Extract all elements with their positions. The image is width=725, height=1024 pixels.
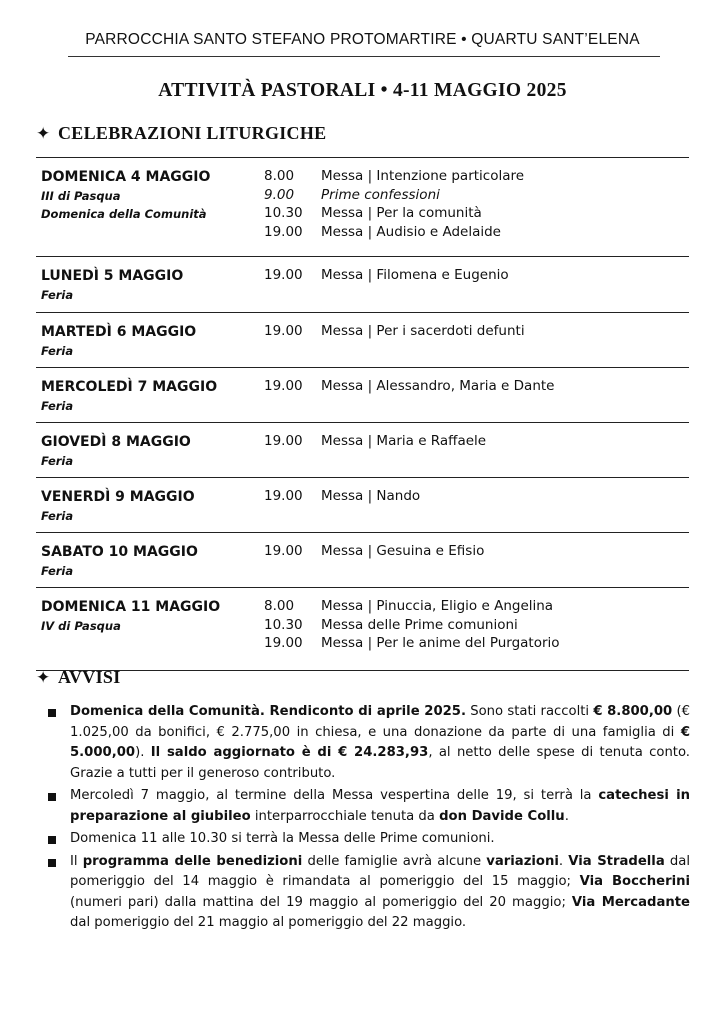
schedule-row xyxy=(36,367,689,422)
notice-text: (numeri pari) dalla mattina del 19 maggio al pomeriggio del 20 maggio; xyxy=(70,894,572,910)
event-time: 10.30 xyxy=(264,616,303,633)
day-events xyxy=(264,597,560,653)
event-time: 10.30 xyxy=(264,205,303,222)
notice-item xyxy=(48,786,690,827)
day-name: GIOVEDÌ 8 MAGGIO xyxy=(41,434,191,450)
event-time: 19.00 xyxy=(264,543,303,559)
notice-emphasis: € 5.000,00 xyxy=(70,724,690,760)
event-time: 19.00 xyxy=(264,635,303,652)
event-description: Messa | Intenzione particolare xyxy=(321,168,525,184)
event-item xyxy=(264,597,560,616)
event-time: 9.00 xyxy=(264,186,295,203)
day-name: SABATO 10 MAGGIO xyxy=(41,544,198,560)
event-description: Messa delle Prime comunioni xyxy=(321,616,518,633)
event-time: 19.00 xyxy=(264,433,303,449)
day-liturgical-note: Feria xyxy=(41,399,74,413)
notice-emphasis: Via Boccherini xyxy=(579,874,690,889)
notice-text: . xyxy=(558,853,569,869)
event-time: 19.00 xyxy=(264,488,303,504)
parish-name: PARROCCHIA SANTO STEFANO PROTOMARTIRE • QUARTU SANT’ELENA xyxy=(85,31,640,48)
notice-text: dal pomeriggio del 21 maggio al pomeriggio del 22 maggio. xyxy=(70,915,467,930)
day-name: MERCOLEDÌ 7 MAGGIO xyxy=(41,379,218,395)
star-icon: ✦ xyxy=(36,668,51,688)
notice-emphasis: don Davide Collu xyxy=(439,808,565,824)
notice-emphasis: € 8.800,00 xyxy=(593,704,673,719)
day-info xyxy=(41,543,261,580)
event-description: Messa | Per i sacerdoti defunti xyxy=(321,323,525,339)
section-title-liturgy-text: CELEBRAZIONI LITURGICHE xyxy=(58,123,327,143)
square-bullet-icon xyxy=(48,859,56,867)
notice-emphasis: variazioni xyxy=(486,853,559,869)
day-info xyxy=(41,488,261,525)
event-description: Messa | Per la comunità xyxy=(321,205,482,222)
day-name: DOMENICA 4 MAGGIO xyxy=(41,169,211,185)
notice-emphasis: programma delle benedizioni xyxy=(82,853,303,869)
day-info xyxy=(41,168,261,223)
event-time: 8.00 xyxy=(264,168,295,184)
day-liturgical-note: Feria xyxy=(41,564,74,578)
section-title-notices xyxy=(36,667,121,688)
day-info xyxy=(41,323,261,360)
notice-text: delle famiglie avrà alcune xyxy=(302,853,487,869)
notice-text: Domenica 11 alle 10.30 si terrà la Messa delle Prime comunioni. xyxy=(70,831,495,846)
section-title-notices-text: AVVISI xyxy=(58,667,121,687)
event-item xyxy=(264,542,484,561)
event-item xyxy=(264,266,509,285)
schedule-row xyxy=(36,157,689,256)
schedule-row xyxy=(36,312,689,367)
event-item xyxy=(264,487,420,506)
day-name: MARTEDÌ 6 MAGGIO xyxy=(41,324,197,340)
event-item xyxy=(264,634,560,653)
notice-text: . xyxy=(564,808,569,824)
schedule-row xyxy=(36,587,689,671)
notice-item xyxy=(48,852,690,934)
day-liturgical-note: IV di Pasqua xyxy=(41,619,121,633)
event-description: Messa | Pinuccia, Eligio e Angelina xyxy=(321,598,554,614)
event-item xyxy=(264,377,554,396)
notice-emphasis: Via Mercadante xyxy=(571,894,691,910)
notice-emphasis: Il saldo aggiornato è di € 24.283,93 xyxy=(150,745,429,760)
day-name: DOMENICA 11 MAGGIO xyxy=(41,599,221,615)
notice-item xyxy=(48,702,690,784)
event-description: Messa | Audisio e Adelaide xyxy=(321,223,501,240)
section-title-liturgy xyxy=(36,123,326,144)
day-info xyxy=(41,598,261,635)
notice-emphasis: Via Stradella xyxy=(568,853,665,869)
liturgy-schedule xyxy=(36,157,689,671)
event-description: Messa | Gesuina e Efisio xyxy=(321,543,485,559)
event-time: 19.00 xyxy=(264,323,303,339)
event-item xyxy=(264,167,524,186)
event-description: Messa | Maria e Raffaele xyxy=(321,433,487,449)
day-events xyxy=(264,322,525,341)
day-events xyxy=(264,487,420,506)
event-item xyxy=(264,186,524,205)
page-title: ATTIVITÀ PASTORALI • 4-11 MAGGIO 2025 xyxy=(158,80,567,101)
notice-text: Mercoledì 7 maggio, al termine della Messa vespertina delle 19, si terrà la xyxy=(70,788,599,803)
day-events xyxy=(264,266,509,285)
day-name: LUNEDÌ 5 MAGGIO xyxy=(41,268,184,284)
notice-text: (€ 1.025,00 da bonifici, € 2.775,00 in chiesa, e una donazione da parte di una famiglia di xyxy=(70,704,690,740)
schedule-row xyxy=(36,256,689,312)
day-info xyxy=(41,267,261,304)
event-description: Messa | Nando xyxy=(321,488,421,504)
event-item xyxy=(264,432,486,451)
day-events xyxy=(264,377,554,396)
notice-item xyxy=(48,829,690,850)
schedule-row xyxy=(36,477,689,532)
day-liturgical-note: Feria xyxy=(41,344,74,358)
star-icon: ✦ xyxy=(36,124,51,144)
notice-emphasis: Domenica della Comunità. Rendiconto di aprile 2025. xyxy=(70,704,466,719)
square-bullet-icon xyxy=(48,709,56,717)
day-info xyxy=(41,433,261,470)
day-liturgical-note: III di Pasqua xyxy=(41,189,121,203)
event-time: 8.00 xyxy=(264,598,295,614)
notice-text: Sono stati raccolti xyxy=(466,704,594,719)
schedule-row xyxy=(36,422,689,477)
event-item xyxy=(264,616,560,635)
notice-text: dal pomeriggio del 14 maggio è rimandata al pomeriggio del 15 maggio; xyxy=(70,853,690,889)
day-events xyxy=(264,167,524,241)
event-description: Messa | Alessandro, Maria e Dante xyxy=(321,378,555,394)
event-description: Messa | Per le anime del Purgatorio xyxy=(321,635,560,652)
square-bullet-icon xyxy=(48,836,56,844)
notice-text: interparrocchiale tenuta da xyxy=(250,808,440,824)
day-events xyxy=(264,432,486,451)
day-liturgical-note: Domenica della Comunità xyxy=(41,207,207,221)
day-liturgical-note: Feria xyxy=(41,288,74,302)
schedule-row xyxy=(36,532,689,587)
notice-text: Il xyxy=(70,853,83,869)
event-time: 19.00 xyxy=(264,378,303,394)
event-description: Prime confessioni xyxy=(321,186,440,203)
header-rule xyxy=(68,56,660,57)
day-liturgical-note: Feria xyxy=(41,509,74,523)
square-bullet-icon xyxy=(48,793,56,801)
event-item xyxy=(264,322,525,341)
notice-text: ). xyxy=(135,745,151,760)
day-liturgical-note: Feria xyxy=(41,454,74,468)
day-info xyxy=(41,378,261,415)
event-item xyxy=(264,204,524,223)
notice-emphasis: catechesi in preparazione al giubileo xyxy=(70,788,691,824)
day-events xyxy=(264,542,484,561)
notice-text: , al netto delle spese di tenuta conto. Grazie a tutti per il generoso contributo. xyxy=(70,745,691,781)
event-time: 19.00 xyxy=(264,223,303,240)
event-item xyxy=(264,223,524,242)
day-name: VENERDÌ 9 MAGGIO xyxy=(41,489,195,505)
notices-list xyxy=(48,702,690,936)
event-time: 19.00 xyxy=(264,267,303,283)
event-description: Messa | Filomena e Eugenio xyxy=(321,267,509,283)
